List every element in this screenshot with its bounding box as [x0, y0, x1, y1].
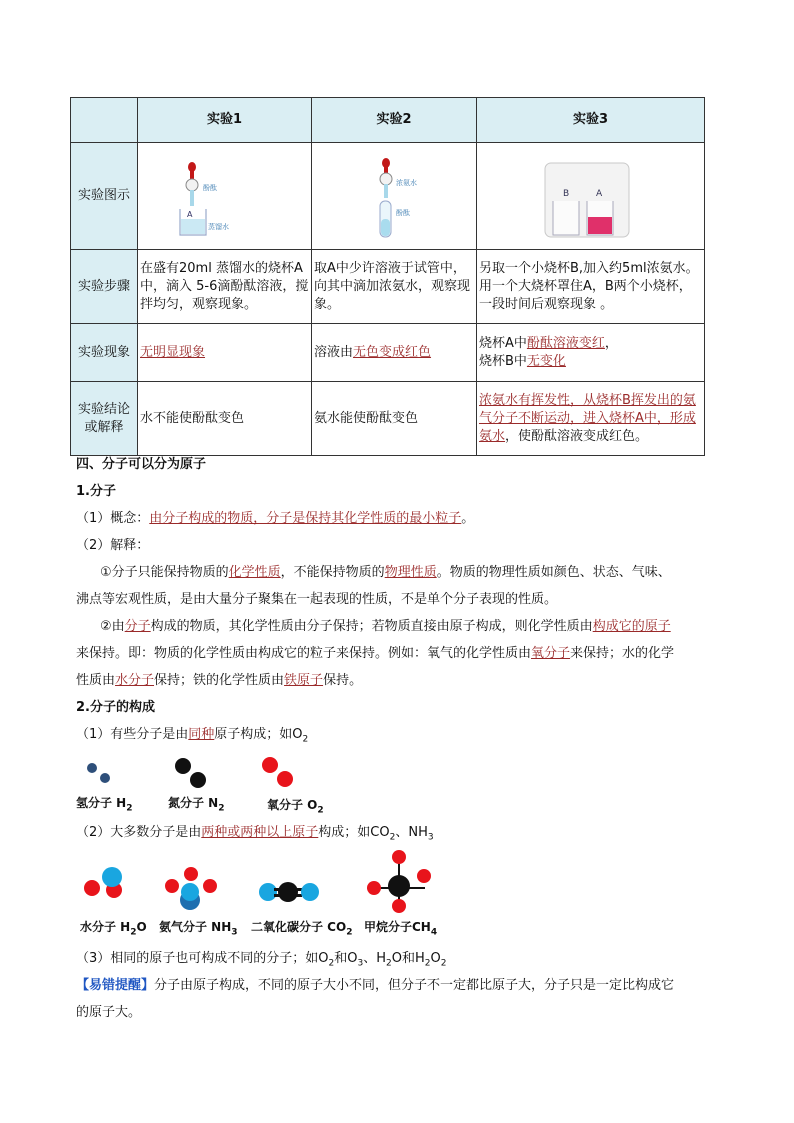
exp2-diagram	[312, 143, 477, 250]
answer-oxygen-molecule: 氧分子	[531, 646, 571, 661]
answer-ammonia-volatile: 浓氨水有挥发性，从烧杯B挥发出的氨气分子不断运动，进入烧杯A中，形成氨水	[479, 392, 696, 444]
text: 性质由	[76, 673, 116, 688]
section-title: 四、分子可以分为原子	[76, 457, 207, 472]
oxygen-atom	[262, 757, 278, 773]
exp1-diagram	[138, 143, 312, 250]
exp3-phenomenon-line2	[479, 353, 702, 371]
para1-line2: 沸点等宏观性质，是由大量分子聚集在一起表现的性质，不是单个分子表现的性质。	[76, 592, 558, 607]
text: 来保持；水的化学	[570, 646, 675, 661]
text: 保持；铁的化学性质由	[154, 673, 285, 688]
label-phenolphthalein-2: 酚酞	[396, 209, 410, 217]
label-nitrogen-molecule	[168, 794, 225, 813]
subscript: 3	[357, 958, 364, 969]
text: 二氧化碳分子 CO	[251, 920, 347, 934]
answer-two-or-more: 两种或两种以上原子	[201, 825, 319, 840]
label-beaker-b: B	[563, 189, 570, 199]
text: 、NH	[395, 825, 428, 840]
exp3-diagram	[477, 143, 705, 250]
text: 氮分子 N	[168, 796, 219, 810]
header-exp1: 实验1	[138, 98, 312, 143]
answer-constituent-atoms: 构成它的原子	[592, 619, 671, 634]
answer-turns-red: 酚酞溶液变红	[526, 335, 605, 351]
para2-line1	[100, 618, 671, 636]
subscript: 3	[231, 927, 238, 938]
subscript: 2	[424, 958, 431, 969]
answer-water-molecule: 水分子	[115, 673, 155, 688]
text: 来保持。即：物质的化学性质由构成它的粒子来保持。例如：氧气的化学性质由	[76, 646, 532, 661]
header-exp3: 实验3	[477, 98, 705, 143]
subscript: 2	[440, 958, 447, 969]
para2-line3	[76, 672, 362, 690]
subsection-molecule: 1.分子	[76, 484, 116, 499]
answer-no-change-b: 无变化	[526, 353, 566, 369]
exp3-phenomenon	[477, 324, 705, 382]
subscript: 2	[218, 803, 225, 814]
exp2-apparatus-illustration	[314, 143, 474, 243]
label-beaker-a-3: A	[596, 189, 603, 199]
text: 分子由原子构成，不同的原子大小不同，但分子不一定都比原子大，分子只是一定比构成它	[154, 978, 675, 993]
tip-line1	[76, 977, 674, 995]
exp3-phenomenon-line1	[479, 335, 702, 353]
subscript: 3	[427, 832, 434, 843]
exp2-steps: 取A中少许溶液于试管中，向其中滴加浓氨水，观察现象。	[312, 250, 477, 324]
text: 氨气分子 NH	[159, 920, 232, 934]
subscript: 2	[389, 832, 396, 843]
experiment-table	[70, 97, 705, 456]
subscript: 2	[317, 805, 324, 816]
nitrogen-atom	[175, 758, 191, 774]
tip-tag: 【易错提醒】	[76, 978, 155, 993]
answer-physical-properties: 物理性质	[384, 565, 437, 580]
answer-colorless-to-red: 无色变成红色	[353, 344, 432, 360]
answer-concept: 由分子构成的物质，分子是保持其化学性质的最小粒子	[149, 511, 462, 526]
label-conc-ammonia: 浓氨水	[396, 179, 417, 187]
label-distilled-water: 蒸馏水	[208, 223, 229, 231]
text: （1）有些分子是由	[76, 727, 189, 742]
answer-molecule: 分子	[124, 619, 151, 634]
label-water-molecule	[80, 918, 147, 937]
exp1-phenomenon	[138, 324, 312, 382]
answer-same-kind: 同种	[188, 727, 215, 742]
subscript: 2	[386, 958, 392, 969]
answer-no-change: 无明显现象	[140, 344, 206, 360]
hydrogen-atom	[87, 763, 97, 773]
exp1-steps: 在盛有20ml 蒸馏水的烧杯A中，滴入 5-6滴酚酞溶液，搅拌均匀，观察现象。	[138, 250, 312, 324]
label-methane-molecule	[364, 918, 437, 937]
subsection-structure: 2.分子的构成	[76, 700, 155, 715]
label-hydrogen-molecule	[76, 794, 133, 813]
table-row-steps	[71, 250, 705, 324]
text: ①分子只能保持物质的	[100, 565, 229, 580]
text: 和O	[334, 951, 358, 966]
text: ，使酚酞溶液变成红色。	[505, 428, 649, 444]
subscript: 4	[430, 927, 438, 938]
exp1-conclusion: 水不能使酚酞变色	[138, 382, 312, 456]
label-oxygen-molecule	[267, 796, 324, 815]
text: 氢分子 H	[76, 796, 127, 810]
table-row-phenomenon	[71, 324, 705, 382]
exp2-conclusion: 氨水能使酚酞变色	[312, 382, 477, 456]
oxygen-atom	[277, 771, 293, 787]
text: O	[430, 951, 441, 966]
table-row-diagram	[71, 143, 705, 250]
hydrogen-atom	[100, 773, 110, 783]
para1-line1	[100, 564, 671, 582]
label-beaker-a: A	[187, 210, 193, 219]
text: （3）相同的原子也可构成不同的分子；如O	[76, 951, 329, 966]
text: 。	[461, 511, 475, 526]
text: 烧杯B中	[479, 353, 527, 369]
subscript: 2	[328, 958, 335, 969]
text: 烧杯A中	[479, 335, 527, 351]
header-exp2: 实验2	[312, 98, 477, 143]
para2-line2	[76, 645, 674, 663]
text: ，不能保持物质的	[280, 565, 385, 580]
row-head-phenomenon: 实验现象	[71, 324, 138, 382]
subscript: 2	[302, 734, 309, 745]
table-row-conclusion	[71, 382, 705, 456]
row-head-diagram: 实验图示	[71, 143, 138, 250]
structure-point2	[76, 824, 434, 847]
nitrogen-atom	[190, 772, 206, 788]
text: O和H	[391, 951, 425, 966]
text: 溶液由	[314, 344, 354, 360]
subscript: 2	[130, 927, 137, 938]
text: 原子构成；如O	[214, 727, 303, 742]
text: （1）概念：	[76, 511, 150, 526]
text: 构成；如CO	[318, 825, 390, 840]
text: （2）大多数分子是由	[76, 825, 202, 840]
header-blank	[71, 98, 138, 143]
explain-label: （2）解释：	[76, 538, 150, 553]
diatomic-molecules-illustration	[80, 755, 340, 795]
text: ②由	[100, 619, 125, 634]
tip-line2: 的原子大。	[76, 1005, 142, 1020]
concept-line	[76, 510, 474, 528]
text: 。物质的物理性质如颜色、状态、气味、	[436, 565, 671, 580]
exp3-conclusion	[477, 382, 705, 456]
text: 水分子 H	[80, 920, 131, 934]
compound-molecules-illustration	[78, 848, 448, 914]
exp2-phenomenon	[312, 324, 477, 382]
text: 构成的物质，其化学性质由分子保持；若物质直接由原子构成，则化学性质由	[150, 619, 593, 634]
exp1-apparatus-illustration	[140, 143, 310, 243]
label-phenolphthalein: 酚酞	[203, 184, 217, 192]
answer-chemical-properties: 化学性质	[228, 565, 281, 580]
subscript: 2	[126, 803, 133, 814]
text: O	[136, 920, 147, 934]
row-head-conclusion: 实验结论或解释	[71, 382, 138, 456]
subscript: 2	[346, 927, 353, 938]
text: 、H	[363, 951, 386, 966]
text: ，	[604, 335, 618, 351]
exp3-apparatus-illustration	[479, 143, 703, 243]
text: 保持。	[323, 673, 363, 688]
text: 氧分子 O	[267, 798, 318, 812]
structure-point1	[76, 726, 308, 749]
label-co2-molecule	[251, 918, 352, 937]
row-head-steps: 实验步骤	[71, 250, 138, 324]
label-ammonia-molecule	[159, 918, 238, 937]
answer-iron-atom: 铁原子	[284, 673, 324, 688]
text: 甲烷分子CH	[364, 920, 431, 934]
table-header-row	[71, 98, 705, 143]
exp3-steps: 另取一个小烧杯B,加入约5ml浓氨水。用一个大烧杯罩住A，B两个小烧杯，一段时间后观察现象 。	[477, 250, 705, 324]
structure-point3	[76, 950, 446, 973]
